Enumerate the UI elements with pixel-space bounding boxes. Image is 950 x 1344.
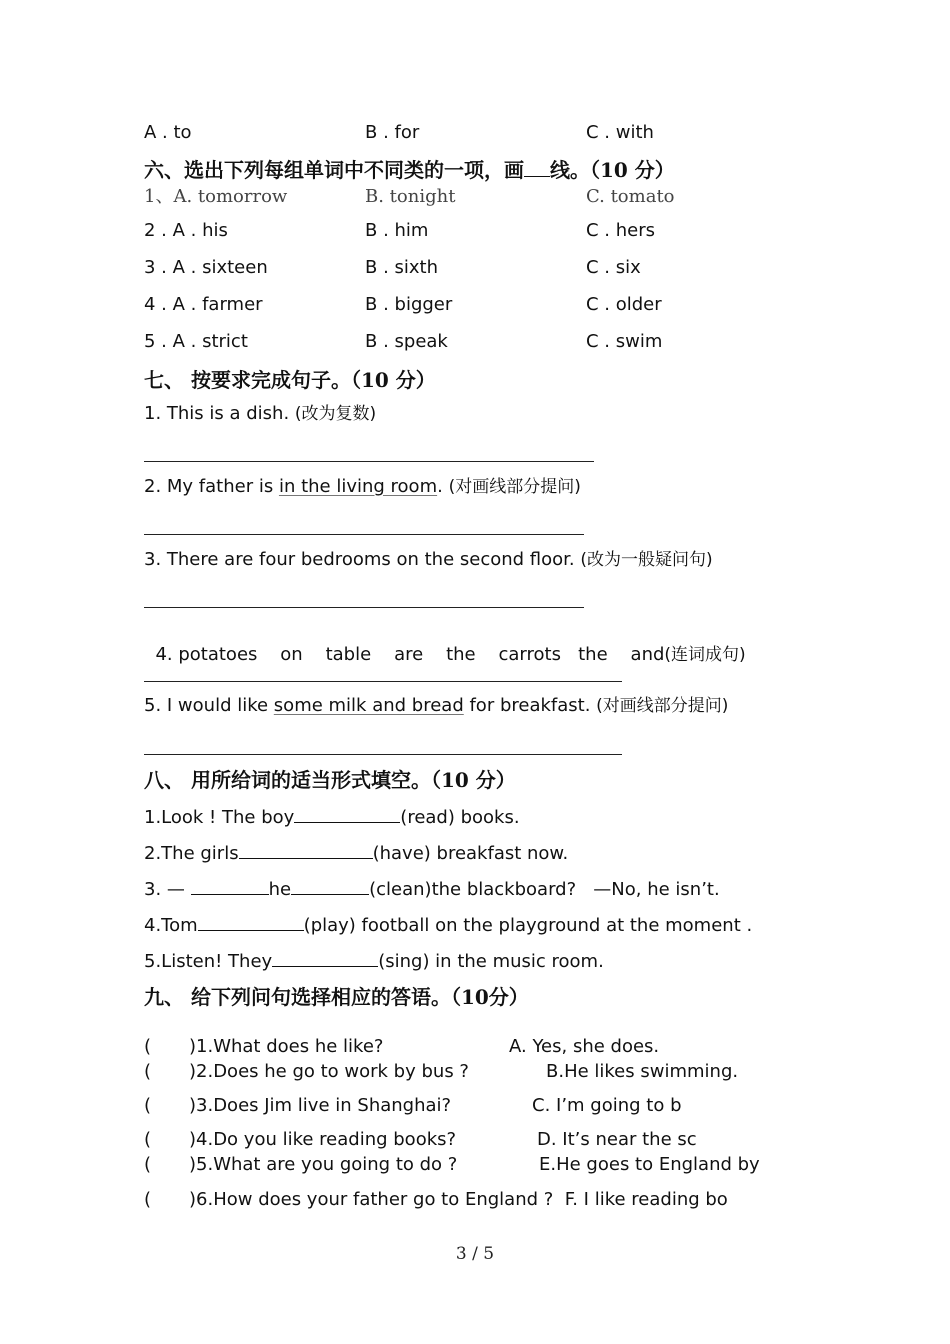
s6-row5-b: B . speak <box>365 331 448 352</box>
s7-item5-underlined: some milk and bread <box>273 695 464 716</box>
s7-answer-line-5[interactable] <box>144 754 622 755</box>
s6-row4-b: B . bigger <box>365 294 453 315</box>
s9-paren-4[interactable]: ( <box>144 1129 152 1150</box>
s7-item3-note: (改为一般疑问句) <box>580 550 713 570</box>
s6-row3-b: B . sixth <box>365 257 439 278</box>
s7-item2-underlined: in the living room <box>278 476 438 497</box>
s9-answer-e: E.He goes to England by <box>539 1154 760 1175</box>
s8-item2-blank[interactable] <box>239 842 373 859</box>
s9-answer-c: C. I’m going to b <box>532 1095 682 1116</box>
s8-item3-blank-1[interactable] <box>191 878 269 895</box>
s7-item3-text: 3. There are four bedrooms on the second floor. <box>144 549 581 570</box>
s8-item1 <box>144 806 520 829</box>
s8-item3 <box>144 878 720 901</box>
s8-item4-pre: 4.Tom <box>144 915 198 936</box>
s8-item1-blank[interactable] <box>294 806 400 823</box>
s7-answer-line-2[interactable] <box>144 534 584 535</box>
s6-row1-a: 1、A. tomorrow <box>144 186 288 207</box>
s8-item5 <box>144 950 604 973</box>
s7-answer-line-4[interactable] <box>144 681 622 682</box>
s8-item1-pre: 1.Look ! The boy <box>144 807 295 828</box>
page-number: 3 / 5 <box>455 1244 495 1264</box>
section-7-heading: 七、 按要求完成句子。（10 分） <box>144 368 436 392</box>
s7-item5-note: (对画线部分提问) <box>596 696 729 716</box>
section-8-heading: 八、 用所给词的适当形式填空。（10 分） <box>144 768 516 792</box>
s7-item5-text: 5. I would like <box>144 695 274 716</box>
s9-question-3: )3.Does Jim live in Shanghai? <box>189 1095 452 1116</box>
s6-row5-a: 5 . A . strict <box>144 331 248 352</box>
s6-row1-b: B. tonight <box>365 186 456 207</box>
s8-item5-blank[interactable] <box>272 950 378 967</box>
s7-item2-text: 2. My father is <box>144 476 279 497</box>
s9-paren-5[interactable]: ( <box>144 1154 152 1175</box>
s6-row2-a: 2 . A . his <box>144 220 228 241</box>
s8-item3-blank-2[interactable] <box>291 878 369 895</box>
s7-item2-note: (对画线部分提问) <box>448 477 581 497</box>
s7-item2 <box>144 476 581 498</box>
s6-row2-c: C . hers <box>586 220 655 241</box>
s7-item3 <box>144 549 713 571</box>
s8-item2-post: (have) breakfast now. <box>372 843 569 864</box>
s8-item3-mid: he <box>268 879 292 900</box>
s9-paren-2[interactable]: ( <box>144 1061 152 1082</box>
underline-blank <box>524 158 550 177</box>
s9-answer-a: A. Yes, she does. <box>509 1036 660 1057</box>
s6-row2-b: B . him <box>365 220 429 241</box>
s8-item4 <box>144 914 752 937</box>
option-a: A . to <box>144 122 192 143</box>
s8-item2-pre: 2.The girls <box>144 843 239 864</box>
s9-question-2: )2.Does he go to work by bus ? <box>189 1061 469 1082</box>
s8-item1-post: (read) books. <box>400 807 520 828</box>
s8-item4-post: (play) football on the playground at the moment . <box>303 915 753 936</box>
s7-item1-note: (改为复数) <box>294 404 377 424</box>
s7-item4 <box>144 622 746 666</box>
section-9-heading: 九、 给下列问句选择相应的答语。（10分） <box>144 985 529 1009</box>
s8-item3-pre: 3. — <box>144 879 191 900</box>
s7-item5 <box>144 695 728 717</box>
s7-answer-line-3[interactable] <box>144 607 584 608</box>
s9-paren-6[interactable]: ( <box>144 1189 152 1210</box>
s7-item5-post: for breakfast. <box>463 695 597 716</box>
s6-row3-a: 3 . A . sixteen <box>144 257 268 278</box>
s9-question-6: )6.How does your father go to England ? F. I like reading bo <box>189 1189 728 1210</box>
option-b: B . for <box>365 122 420 143</box>
s7-item2-post: . <box>437 476 449 497</box>
s7-item4-text: 4. potatoes on table are the carrots the and <box>155 644 665 665</box>
s9-paren-1[interactable]: ( <box>144 1036 152 1057</box>
option-c: C . with <box>586 122 654 143</box>
s6-row4-a: 4 . A . farmer <box>144 294 263 315</box>
s9-question-5: )5.What are you going to do ? <box>189 1154 458 1175</box>
s8-item3-post: (clean)the blackboard? —No, he isn’t. <box>369 879 720 900</box>
section-6-heading <box>144 158 675 182</box>
s8-item5-post: (sing) in the music room. <box>378 951 604 972</box>
s6-row4-c: C . older <box>586 294 662 315</box>
s9-question-1: )1.What does he like? <box>189 1036 384 1057</box>
s9-question-4: )4.Do you like reading books? <box>189 1129 457 1150</box>
s6-row5-c: C . swim <box>586 331 663 352</box>
s8-item2 <box>144 842 568 865</box>
s9-answer-b: B.He likes swimming. <box>546 1061 739 1082</box>
s7-answer-line-1[interactable] <box>144 461 594 462</box>
s7-item1-text: 1. This is a dish. <box>144 403 295 424</box>
s7-item1 <box>144 403 376 425</box>
s7-item4-note: (连词成句) <box>664 645 746 665</box>
s9-answer-f: F. I like reading bo <box>553 1189 728 1210</box>
s9-paren-3[interactable]: ( <box>144 1095 152 1116</box>
s6-row1-c: C. tomato <box>586 186 675 207</box>
s9-answer-d: D. It’s near the sc <box>537 1129 697 1150</box>
s8-item4-blank[interactable] <box>198 914 304 931</box>
section-6-heading-pre: 六、选出下列每组单词中不同类的一项，画 <box>144 158 524 182</box>
s8-item5-pre: 5.Listen! They <box>144 951 273 972</box>
s6-row3-c: C . six <box>586 257 641 278</box>
section-6-heading-post: 线。（10 分） <box>550 158 675 182</box>
